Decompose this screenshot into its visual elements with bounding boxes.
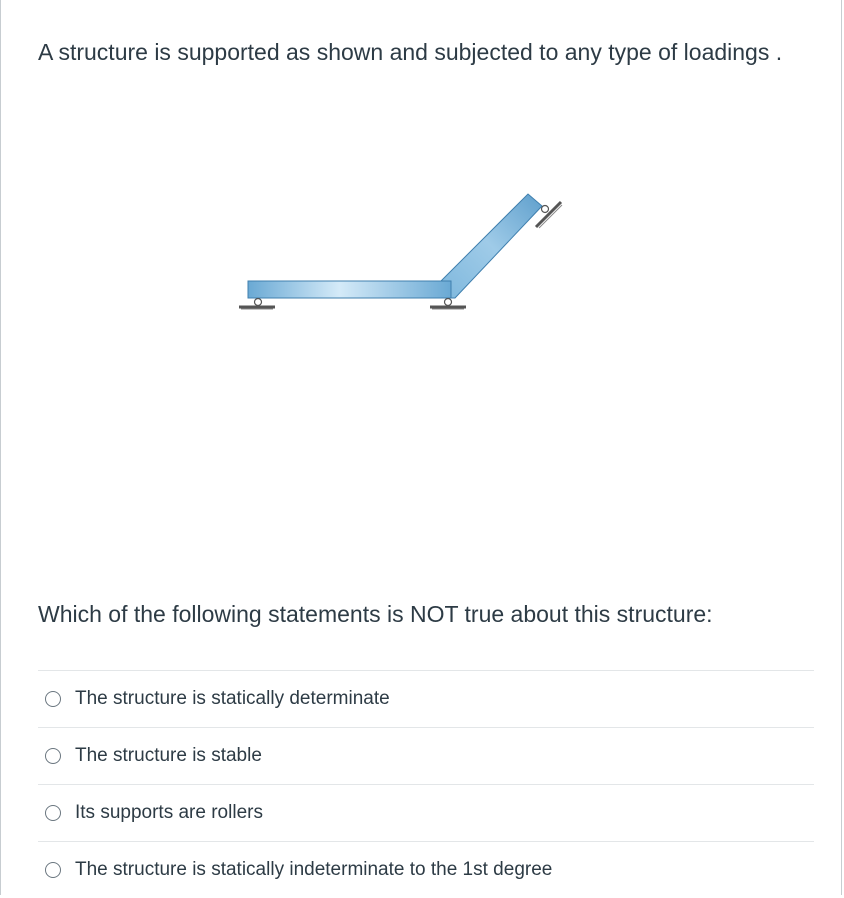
answer-label: Its supports are rollers bbox=[75, 802, 263, 823]
question-text: A structure is supported as shown and subjected to any type of loadings . bbox=[38, 39, 783, 65]
structure-figure bbox=[231, 190, 571, 320]
prompt-text: Which of the following statements is NOT true about this structure: bbox=[38, 601, 713, 627]
horizontal-beam bbox=[248, 281, 451, 298]
answer-label: The structure is statically determinate bbox=[75, 688, 390, 709]
answer-option[interactable] bbox=[38, 784, 814, 841]
inclined-member bbox=[441, 194, 542, 298]
answer-option[interactable] bbox=[38, 841, 814, 898]
radio-button[interactable] bbox=[45, 862, 61, 878]
radio-button[interactable] bbox=[45, 691, 61, 707]
radio-button[interactable] bbox=[45, 748, 61, 764]
middle-roller-support bbox=[430, 299, 466, 310]
answer-option[interactable] bbox=[38, 727, 814, 784]
radio-button[interactable] bbox=[45, 805, 61, 821]
answer-option[interactable] bbox=[38, 670, 814, 727]
left-roller-support bbox=[239, 299, 275, 310]
answer-label: The structure is stable bbox=[75, 745, 262, 766]
answer-list bbox=[38, 670, 814, 898]
answer-label: The structure is statically indeterminate to the 1st degree bbox=[75, 859, 553, 880]
